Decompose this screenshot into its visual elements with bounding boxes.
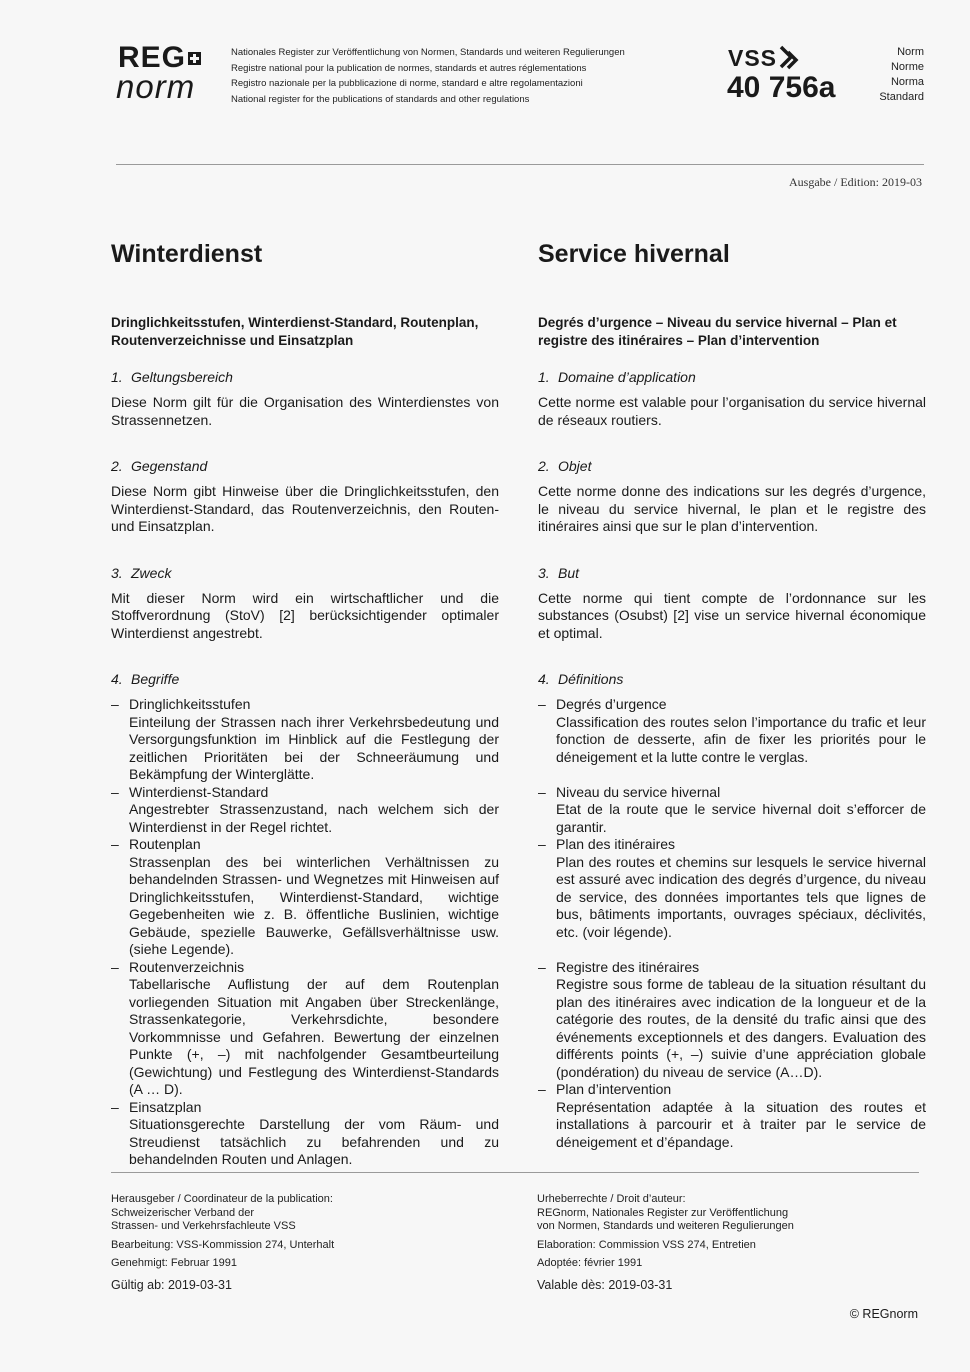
dash-icon: – xyxy=(111,1098,119,1115)
label-norma: Norma xyxy=(890,76,924,88)
subtitle-fr: Degrés d’urgence – Niveau du service hivernal – Plan et registre des itinéraires – Plan d’intervention xyxy=(538,315,897,348)
definition-term: Degrés d’urgence xyxy=(556,696,667,712)
definition-term: Plan d’intervention xyxy=(556,1081,672,1097)
section-text-de-2: Diese Norm gibt Hinweise über die Dringlichkeitsstufen, den Winterdienst-Standard, das Routenverzeichnis, den Routen- und Einsatzplan. xyxy=(111,483,499,534)
publisher-line: Schweizerischer Verband der xyxy=(111,1206,255,1219)
footer-copyright xyxy=(537,1193,794,1292)
register-line-en: National register for the publications of standards and other regulations xyxy=(231,93,530,105)
section-title: Begriffe xyxy=(131,671,180,687)
definition-desc: Einteilung der Strassen nach ihrer Verkehrsbedeutung und Versorgungsfunktion im Hinblick auf die Festlegung der zeitlichen Prioritäten bei der Schneeräumung und Bekämpfung der Winterglätte. xyxy=(129,713,499,782)
regnorm-logo-bottom: norm xyxy=(116,68,196,105)
copyright-notice: © REGnorm xyxy=(849,1307,918,1321)
section-text-fr-1: Cette norme est valable pour l’organisation du service hivernal de réseaux routiers. xyxy=(538,394,926,428)
definitions-list-de xyxy=(111,696,499,1169)
valid-from-fr: Valable dès: 2019-03-31 xyxy=(537,1277,673,1292)
section-heading-de-4 xyxy=(111,670,499,688)
copyright-label: Urheberrechte / Droit d’auteur: xyxy=(537,1193,686,1205)
definition-term: Registre des itinéraires xyxy=(556,958,700,975)
subtitle-de: Dringlichkeitsstufen, Winterdienst-Standard, Routenplan, Routenverzeichnisse und Einsatzplan xyxy=(111,315,479,348)
dash-icon: – xyxy=(538,696,546,712)
definitions-list-fr xyxy=(538,696,926,1151)
norm-number: 40 756a xyxy=(727,71,836,104)
document-type-labels xyxy=(879,45,924,105)
section-heading-fr-2 xyxy=(538,457,926,475)
section-heading-de-1 xyxy=(111,368,499,386)
label-standard: Standard xyxy=(879,91,924,103)
definition-item xyxy=(111,784,499,837)
section-num: 1. xyxy=(538,369,550,385)
section-heading-de-3 xyxy=(111,564,499,582)
section-num: 2. xyxy=(538,458,550,474)
section-text-de-1: Diese Norm gilt für die Organisation des Winterdienstes von Strassennetzen. xyxy=(111,394,499,428)
definition-item xyxy=(111,959,499,1099)
definition-item xyxy=(111,1099,499,1169)
label-norm: Norm xyxy=(897,46,924,58)
section-num: 1. xyxy=(111,369,123,385)
approval-date-fr: Adoptée: février 1991 xyxy=(537,1257,643,1269)
footer-publisher xyxy=(111,1193,334,1292)
definition-item xyxy=(538,836,926,941)
definition-desc: Angestrebter Strassenzustand, nach welchem sich der Winterdienst in der Regel richtet. xyxy=(129,801,499,835)
section-title: Objet xyxy=(558,458,592,474)
definition-term: Dringlichkeitsstufen xyxy=(129,696,251,712)
section-title: Gegenstand xyxy=(131,458,208,474)
dash-icon: – xyxy=(111,783,119,800)
definition-desc: Situationsgerechte Darstellung der vom Räum- und Streudienst tatsächlich zu befahrenden und zu behandelnden Routen und Anlagen. xyxy=(129,1116,499,1167)
definition-item xyxy=(111,836,499,959)
definition-term: Einsatzplan xyxy=(129,1098,202,1115)
edition-date: Ausgabe / Edition: 2019-03 xyxy=(789,175,922,189)
definition-term: Routenverzeichnis xyxy=(129,958,245,975)
vss-chevron-icon xyxy=(777,44,803,72)
french-column xyxy=(538,238,926,1151)
register-line-it: Registro nazionale per la pubblicazione di norme, standard e altre regolamentazioni xyxy=(231,78,583,89)
definition-term: Winterdienst-Standard xyxy=(129,783,269,800)
german-column xyxy=(111,238,499,1169)
definition-item xyxy=(538,959,926,1082)
editing-info-de: Bearbeitung: VSS-Kommission 274, Unterhalt xyxy=(111,1238,335,1251)
publisher-block xyxy=(111,1193,334,1234)
definition-item xyxy=(538,1081,926,1151)
section-text-de-3: Mit dieser Norm wird ein wirtschaftlicher und die Stoffverordnung (StoV) [2] berücksichtigender optimaler Winterdienst angestrebt. xyxy=(111,589,499,641)
dash-icon: – xyxy=(111,958,119,975)
dash-icon: – xyxy=(538,783,546,800)
copyright-line: REGnorm, Nationales Register zur Veröffentlichung xyxy=(537,1206,789,1219)
section-num: 3. xyxy=(111,564,123,581)
copyright-block xyxy=(537,1193,794,1234)
section-num: 3. xyxy=(538,564,550,581)
definition-desc: Plan des routes et chemins sur lesquels le service hivernal est assuré avec indication des degrés d’urgence, du niveau de service, des données importantes tels que lignes de bus, bâtiments importants, ouvrages spéciaux, déclivités, etc. (voir légende). xyxy=(556,853,926,940)
section-title: Domaine d’application xyxy=(558,369,696,385)
definition-desc: Strassenplan des bei winterlichen Verhältnissen zu behandelnden Strassen- und Wegnetzes mit Hinweisen auf Dringlichkeitsstufen, Winterdienst-Standard, wichtige Gegebenheiten wie z. B. öffentliche Buslinien, wichtige Gebäude, spezielle Bauwerke, Gefällsverhältnisse usw. (siehe Legende). xyxy=(129,853,499,957)
definition-desc: Classification des routes selon l’importance du trafic et leur fonction de desserte, afin de fixer les priorités pour le déneigement et la lutte contre le verglas. xyxy=(556,713,926,765)
section-heading-fr-4 xyxy=(538,670,926,688)
section-title: Geltungsbereich xyxy=(131,369,233,385)
swiss-cross-icon xyxy=(188,52,201,65)
section-title: Définitions xyxy=(558,671,624,687)
title-fr: Service hivernal xyxy=(538,240,730,268)
section-num: 2. xyxy=(111,458,123,474)
section-text-fr-3: Cette norme qui tient compte de l’ordonnance sur les substances (Osubst) [2] vise un service hivernal économique et optimal. xyxy=(538,589,926,641)
register-line-fr: Registre national pour la publication de normes, standards et autres réglementations xyxy=(231,62,587,74)
section-heading-fr-3 xyxy=(538,564,926,582)
register-line-de: Nationales Register zur Veröffentlichung von Normen, Standards und weiteren Regulierungen xyxy=(231,47,625,58)
definition-item xyxy=(538,696,926,766)
section-title: But xyxy=(558,564,580,581)
title-de: Winterdienst xyxy=(111,240,263,268)
definition-term: Plan des itinéraires xyxy=(556,836,676,852)
section-text-fr-2: Cette norme donne des indications sur les degrés d’urgence, le niveau du service hivernal, le plan et le registre des itinéraires ainsi que sur le plan d’intervention. xyxy=(538,483,926,534)
definition-term: Niveau du service hivernal xyxy=(556,783,721,800)
definition-item xyxy=(111,696,499,784)
vss-logo-text: VSS xyxy=(728,45,778,71)
section-title: Zweck xyxy=(131,564,172,581)
definition-item xyxy=(538,784,926,837)
header-divider xyxy=(116,164,924,165)
approval-date-de: Genehmigt: Februar 1991 xyxy=(111,1257,237,1269)
publisher-label: Herausgeber / Coordinateur de la publication: xyxy=(111,1193,333,1205)
section-heading-de-2 xyxy=(111,457,499,475)
footer-divider xyxy=(111,1172,919,1173)
copyright-line: von Normen, Standards und weiteren Regulierungen xyxy=(537,1220,794,1232)
dash-icon: – xyxy=(538,836,546,852)
definition-term: Routenplan xyxy=(129,836,201,852)
section-heading-fr-1 xyxy=(538,368,926,386)
label-norme: Norme xyxy=(890,61,924,73)
definition-desc: Représentation adaptée à la situation des routes et installations à parcourir et à traiter par le service de déneigement et d’épandage. xyxy=(556,1098,926,1150)
dash-icon: – xyxy=(111,696,119,712)
register-description xyxy=(231,45,625,107)
valid-from-de: Gültig ab: 2019-03-31 xyxy=(111,1277,232,1292)
dash-icon: – xyxy=(538,958,546,975)
section-num: 4. xyxy=(538,671,550,687)
section-num: 4. xyxy=(111,671,123,687)
logo-reg-text: REG xyxy=(118,41,187,74)
definition-desc: Tabellarische Auflistung der auf dem Routenplan vorliegenden Situation mit Angaben über Streckenlänge, Strassenkategorie, Verkehrsdichte, besondere Vorkommnisse und Gefahren. Bewertung der einzelnen Punkte (+, –) mit nachfolgender Gesamtbeurteilung (Gewichtung) und Festlegung des Winterdienst-Standards (A … D). xyxy=(129,976,499,1097)
definition-desc: Etat de la route que le service hivernal doit s’efforcer de garantir. xyxy=(556,801,926,835)
dash-icon: – xyxy=(538,1081,546,1097)
publisher-line: Strassen- und Verkehrsfachleute VSS xyxy=(111,1220,296,1232)
definition-desc: Registre sous forme de tableau de la situation résultant du plan des itinéraires avec indication de la longueur et de la catégorie des routes, de la densité du trafic ainsi que des événements exceptionnels et des dangers. Evaluation des différents points (+, –) suivie d’une appréciation globale (pondération) du niveau de service (A…D). xyxy=(556,976,926,1080)
dash-icon: – xyxy=(111,836,119,852)
editing-info-fr: Elaboration: Commission VSS 274, Entretien xyxy=(537,1238,756,1251)
